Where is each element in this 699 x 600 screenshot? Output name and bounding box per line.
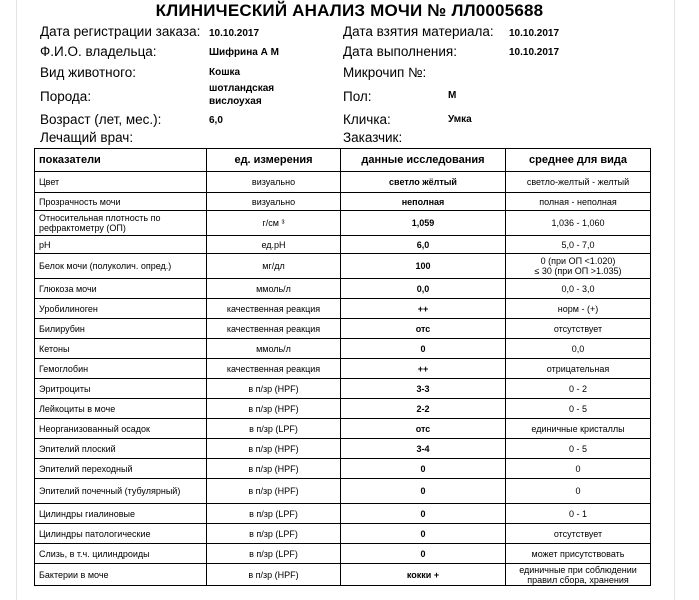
- reference-range: 0: [506, 479, 651, 504]
- table-row: [35, 419, 651, 439]
- result-value: 1,059: [341, 211, 506, 236]
- done-date-label: Дата выполнения:: [343, 44, 457, 59]
- result-value: 2-2: [341, 399, 506, 419]
- column-header-reference: среднее для вида: [506, 149, 651, 172]
- parameter-name: Слизь, в т.ч. цилиндроиды: [35, 544, 207, 564]
- reg-date-value: 10.10.2017: [209, 28, 260, 39]
- result-value: ++: [341, 299, 506, 319]
- table-row: [35, 254, 651, 279]
- unit: в п/зр (HPF): [207, 439, 341, 459]
- unit: ммоль/л: [207, 339, 341, 359]
- parameter-name: Относительная плотность по рефрактометру (ОП): [35, 211, 207, 236]
- unit: в п/зр (HPF): [207, 459, 341, 479]
- breed-label: Порода:: [40, 89, 92, 104]
- reference-range: может присутствовать: [506, 544, 651, 564]
- age-label: Возраст (лет, мес.):: [40, 112, 162, 127]
- owner-value: Шифрина А М: [209, 47, 279, 58]
- results-table: [34, 148, 651, 586]
- parameter-name: Лейкоциты в моче: [35, 399, 207, 419]
- result-value: отс: [341, 419, 506, 439]
- sample-date-value: 10.10.2017: [509, 28, 560, 39]
- table-row: [35, 524, 651, 544]
- unit: визуально: [207, 193, 341, 211]
- parameter-name: Эритроциты: [35, 379, 207, 399]
- result-value: 3-3: [341, 379, 506, 399]
- unit: качественная реакция: [207, 359, 341, 379]
- result-value: 0: [341, 504, 506, 524]
- breed-line-2: вислоухая: [209, 96, 262, 107]
- unit: в п/зр (LPF): [207, 544, 341, 564]
- reference-range: полная - неполная: [506, 193, 651, 211]
- parameter-name: Прозрачность мочи: [35, 193, 207, 211]
- age-value: 6,0: [209, 115, 223, 126]
- reference-range: единичные кристаллы: [506, 419, 651, 439]
- table-row: [35, 459, 651, 479]
- unit: качественная реакция: [207, 319, 341, 339]
- unit: в п/зр (HPF): [207, 379, 341, 399]
- parameter-name: Бактерии в моче: [35, 564, 207, 586]
- reg-date-label: Дата регистрации заказа:: [40, 24, 201, 39]
- table-row: [35, 339, 651, 359]
- result-value: 6,0: [341, 236, 506, 254]
- result-value: 0,0: [341, 279, 506, 299]
- page-edge-right: [674, 0, 675, 600]
- table-row: [35, 479, 651, 504]
- table-row: [35, 564, 651, 586]
- unit: в п/зр (LPF): [207, 524, 341, 544]
- table-row: [35, 319, 651, 339]
- reference-range: 0 - 5: [506, 399, 651, 419]
- reference-range: 0 - 1: [506, 504, 651, 524]
- parameter-name: Белок мочи (полуколич. опред.): [35, 254, 207, 279]
- reference-range: отсутствует: [506, 319, 651, 339]
- reference-range: отрицательная: [506, 359, 651, 379]
- unit: г/см ³: [207, 211, 341, 236]
- reference-range: 0 (при ОП <1.020) ≤ 30 (при ОП >1.035): [506, 254, 651, 279]
- parameter-name: Билирубин: [35, 319, 207, 339]
- parameter-name: Неорганизованный осадок: [35, 419, 207, 439]
- owner-label: Ф.И.О. владельца:: [40, 44, 157, 59]
- parameter-name: Гемоглобин: [35, 359, 207, 379]
- reference-range: 5,0 - 7,0: [506, 236, 651, 254]
- column-header-result: данные исследования: [341, 149, 506, 172]
- breed-line-1: шотландская: [209, 83, 275, 94]
- result-value: 0: [341, 479, 506, 504]
- table-row: [35, 193, 651, 211]
- table-row: [35, 211, 651, 236]
- reference-range: единичные при соблюдении правил сбора, хранения: [506, 564, 651, 586]
- column-header-unit: ед. измерения: [207, 149, 341, 172]
- table-row: [35, 172, 651, 193]
- table-row: [35, 544, 651, 564]
- unit: ммоль/л: [207, 279, 341, 299]
- result-value: 0: [341, 459, 506, 479]
- unit: качественная реакция: [207, 299, 341, 319]
- sample-date-label: Дата взятия материала:: [343, 24, 494, 39]
- unit: в п/зр (LPF): [207, 504, 341, 524]
- unit: ед.pH: [207, 236, 341, 254]
- result-value: отс: [341, 319, 506, 339]
- reference-range: отсутствует: [506, 524, 651, 544]
- unit: в п/зр (LPF): [207, 419, 341, 439]
- result-value: 100: [341, 254, 506, 279]
- reference-range: 0,0: [506, 339, 651, 359]
- reference-range: 0 - 2: [506, 379, 651, 399]
- parameter-name: Цилиндры гиалиновые: [35, 504, 207, 524]
- result-value: светло жёлтый: [341, 172, 506, 193]
- sex-label: Пол:: [343, 89, 372, 104]
- page-edge-left: [16, 0, 17, 600]
- done-date-value: 10.10.2017: [509, 47, 560, 58]
- table-row: [35, 299, 651, 319]
- parameter-name: Уробилиноген: [35, 299, 207, 319]
- reference-range: светло-желтый - желтый: [506, 172, 651, 193]
- customer-label: Заказчик:: [343, 130, 403, 145]
- table-row: [35, 359, 651, 379]
- result-value: ++: [341, 359, 506, 379]
- chip-label: Микрочип №:: [343, 65, 427, 80]
- unit: мг/дл: [207, 254, 341, 279]
- table-row: [35, 236, 651, 254]
- table-header-row: [35, 149, 651, 172]
- result-value: 0: [341, 524, 506, 544]
- vet-label: Лечащий врач:: [40, 130, 134, 145]
- pet-name-value: Умка: [448, 114, 472, 125]
- reference-range: норм - (+): [506, 299, 651, 319]
- result-value: 0: [341, 339, 506, 359]
- unit: визуально: [207, 172, 341, 193]
- species-value: Кошка: [209, 67, 241, 78]
- unit: в п/зр (HPF): [207, 399, 341, 419]
- parameter-name: Глюкоза мочи: [35, 279, 207, 299]
- unit: в п/зр (HPF): [207, 479, 341, 504]
- parameter-name: Эпителий переходный: [35, 459, 207, 479]
- parameter-name: Эпителий плоский: [35, 439, 207, 459]
- result-value: 0: [341, 544, 506, 564]
- reference-range: 0 - 5: [506, 439, 651, 459]
- parameter-name: pH: [35, 236, 207, 254]
- table-row: [35, 439, 651, 459]
- reference-range: 1,036 - 1,060: [506, 211, 651, 236]
- pet-name-label: Кличка:: [343, 112, 391, 127]
- column-header-parameter: показатели: [35, 149, 207, 172]
- result-value: 3-4: [341, 439, 506, 459]
- table-row: [35, 399, 651, 419]
- page-title: КЛИНИЧЕСКИЙ АНАЛИЗ МОЧИ № ЛЛ0005688: [155, 1, 544, 20]
- table-row: [35, 279, 651, 299]
- unit: в п/зр (HPF): [207, 564, 341, 586]
- result-value: неполная: [341, 193, 506, 211]
- parameter-name: Кетоны: [35, 339, 207, 359]
- reference-range: 0,0 - 3,0: [506, 279, 651, 299]
- reference-range: 0: [506, 459, 651, 479]
- result-value: кокки +: [341, 564, 506, 586]
- sex-value: М: [448, 90, 457, 101]
- table-row: [35, 504, 651, 524]
- table-row: [35, 379, 651, 399]
- breed-value: [209, 82, 274, 108]
- parameter-name: Цвет: [35, 172, 207, 193]
- parameter-name: Эпителий почечный (тубулярный): [35, 479, 207, 504]
- species-label: Вид животного:: [40, 65, 137, 80]
- parameter-name: Цилиндры патологические: [35, 524, 207, 544]
